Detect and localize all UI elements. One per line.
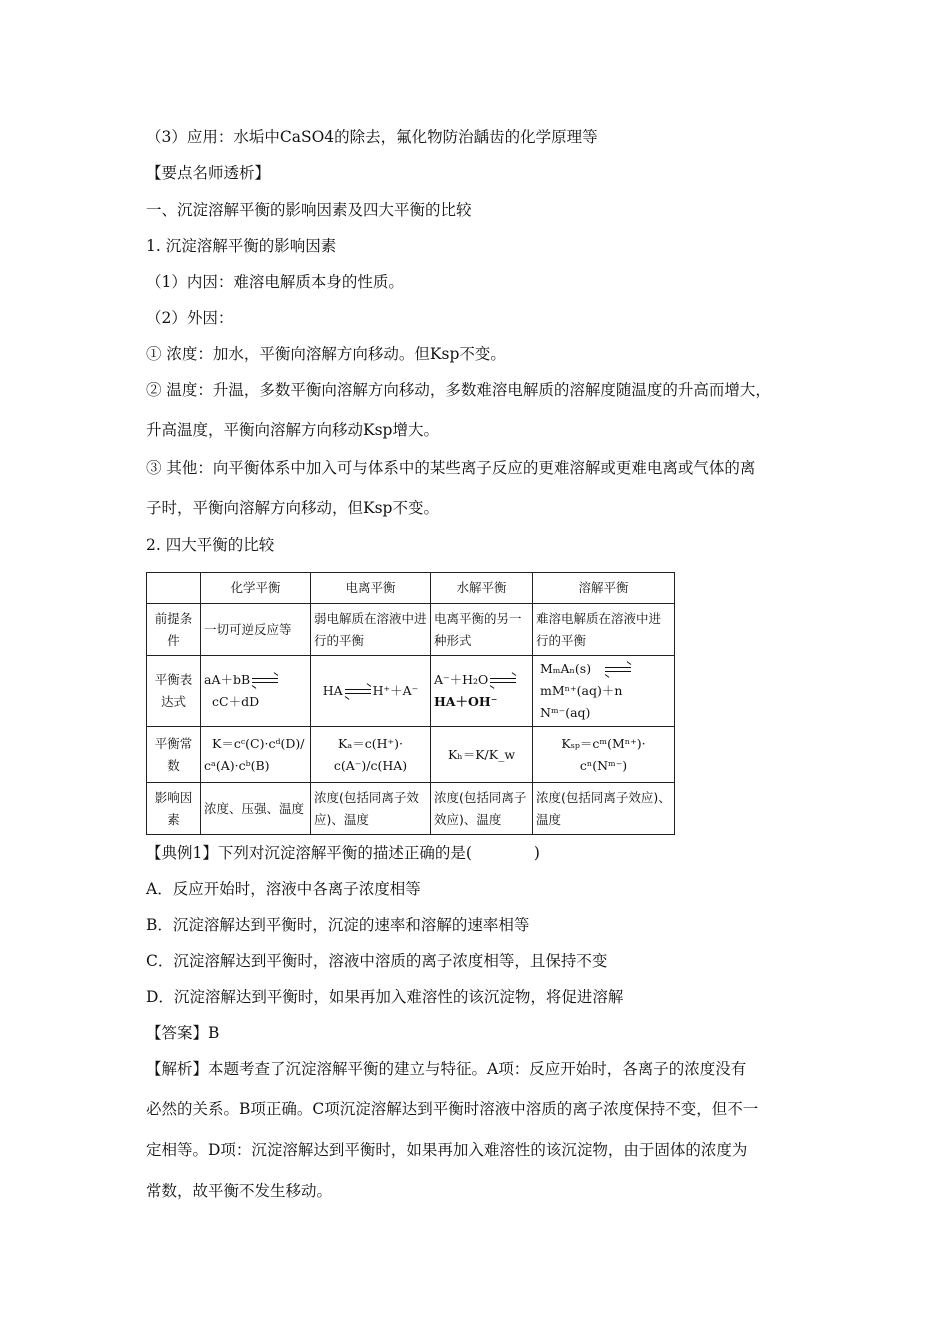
expr-hydrolysis-right: HA＋OH⁻ (434, 694, 498, 709)
row-label-factors: 影响因素 (147, 783, 201, 835)
example-question: 【典例1】下列对沉淀溶解平衡的描述正确的是( ) (146, 844, 540, 862)
line-other: ③ 其他：向平衡体系中加入可与体系中的某些离子反应的更难溶解或更难电离或气体的离 (146, 459, 756, 477)
expr-chemical-left: aA＋bB (204, 672, 251, 687)
header-dissolution-equilibrium: 溶解平衡 (533, 573, 675, 604)
cell-premise-hydrolysis: 电离平衡的另一种形式 (431, 604, 533, 656)
equilibrium-arrow-icon (605, 666, 631, 674)
const-dissolution-bottom: cⁿ(Nᵐ⁻) (579, 757, 628, 773)
line-external-cause: （2）外因： (146, 309, 234, 327)
cell-premise-dissolution: 难溶电解质在溶液中进行的平衡 (533, 604, 675, 656)
heading-part-one: 一、沉淀溶解平衡的影响因素及四大平衡的比较 (146, 201, 472, 219)
const-chemical-top: K＝cᶜ(C)·cᵈ(D)/ (212, 735, 305, 751)
equilibrium-arrow-icon (490, 677, 516, 685)
heading-four-equilibria: 2. 四大平衡的比较 (146, 536, 275, 554)
const-dissolution-top: Kₛₚ＝cᵐ(Mⁿ⁺)· (561, 735, 646, 751)
line-temperature: ② 温度：升温，多数平衡向溶解方向移动，多数难溶电解质的溶解度随温度的升高而增大， (146, 381, 771, 399)
line-other-cont: 子时，平衡向溶解方向移动，但Ksp不变。 (146, 499, 439, 517)
cell-constant-chemical (201, 727, 311, 783)
table-header-row (147, 573, 675, 604)
expr-hydrolysis-left: A⁻＋H₂O (434, 672, 489, 687)
line-internal-cause: （1）内因：难溶电解质本身的性质。 (146, 273, 404, 291)
analysis-line-1: 【解析】本题考查了沉淀溶解平衡的建立与特征。A项：反应开始时，各离子的浓度没有 (146, 1060, 747, 1078)
section-heading-key-points: 【要点名师透析】 (146, 164, 271, 182)
expr-dissolution-right: mMⁿ⁺(aq)＋n Nᵐ⁻(aq) (540, 683, 623, 720)
expr-ionization-left: HA (322, 683, 343, 698)
cell-constant-ionization (311, 727, 431, 783)
table-row (147, 604, 675, 656)
const-ionization-bottom: c(A⁻)/c(HA) (333, 757, 408, 773)
row-label-expression: 平衡表达式 (147, 656, 201, 727)
cell-factors-ionization: 浓度(包括同离子效应)、温度 (311, 783, 431, 835)
line-concentration: ① 浓度：加水，平衡向溶解方向移动。但Ksp不变。 (146, 345, 506, 363)
header-chemical-equilibrium: 化学平衡 (201, 573, 311, 604)
cell-factors-chemical: 浓度、压强、温度 (201, 783, 311, 835)
cell-constant-hydrolysis: Kₕ＝K/K_w (431, 727, 533, 783)
row-label-premise: 前提条件 (147, 604, 201, 656)
heading-influencing-factors: 1. 沉淀溶解平衡的影响因素 (146, 237, 337, 255)
cell-expression-ionization (311, 656, 431, 727)
cell-expression-hydrolysis (431, 656, 533, 727)
option-b: B．沉淀溶解达到平衡时，沉淀的速率和溶解的速率相等 (146, 916, 530, 934)
option-a: A．反应开始时，溶液中各离子浓度相等 (146, 880, 421, 898)
table-row (147, 783, 675, 835)
header-ionization-equilibrium: 电离平衡 (311, 573, 431, 604)
option-d: D．沉淀溶解达到平衡时，如果再加入难溶性的该沉淀物，将促进溶解 (146, 988, 624, 1006)
equilibrium-arrow-icon (345, 688, 371, 696)
row-label-constant: 平衡常数 (147, 727, 201, 783)
const-ionization-top: Kₐ＝c(H⁺)· (338, 735, 403, 751)
equilibrium-arrow-icon (252, 677, 278, 685)
line-application: （3）应用：水垢中CaSO4的除去，氟化物防治龋齿的化学原理等 (146, 128, 598, 146)
const-chemical-bottom: cᵃ(A)·cᵇ(B) (204, 757, 270, 773)
cell-expression-dissolution (533, 656, 675, 727)
table-row (147, 656, 675, 727)
expr-chemical-right: cC＋dD (212, 694, 260, 709)
answer-line: 【答案】B (146, 1024, 220, 1042)
analysis-line-4: 常数，故平衡不发生移动。 (146, 1182, 333, 1200)
cell-constant-dissolution (533, 727, 675, 783)
expr-ionization-right: H⁺＋A⁻ (372, 683, 419, 698)
line-temperature-cont: 升高温度，平衡向溶解方向移动Ksp增大。 (146, 421, 439, 439)
cell-premise-ionization: 弱电解质在溶液中进行的平衡 (311, 604, 431, 656)
header-hydrolysis-equilibrium: 水解平衡 (431, 573, 533, 604)
option-c: C．沉淀溶解达到平衡时，溶液中溶质的离子浓度相等，且保持不变 (146, 952, 608, 970)
analysis-line-2: 必然的关系。B项正确。C项沉淀溶解达到平衡时溶液中溶质的离子浓度保持不变，但不一 (146, 1100, 759, 1118)
comparison-table (146, 572, 675, 835)
table-row (147, 727, 675, 783)
analysis-line-3: 定相等。D项：沉淀溶解达到平衡时，如果再加入难溶性的该沉淀物，由于固体的浓度为 (146, 1141, 748, 1159)
cell-expression-chemical (201, 656, 311, 727)
cell-factors-dissolution: 浓度(包括同离子效应)、温度 (533, 783, 675, 835)
header-cell-empty (147, 573, 201, 604)
cell-factors-hydrolysis: 浓度(包括同离子效应)、温度 (431, 783, 533, 835)
cell-premise-chemical: 一切可逆反应等 (201, 604, 311, 656)
expr-dissolution-left: MₘAₙ(s) (540, 661, 592, 676)
